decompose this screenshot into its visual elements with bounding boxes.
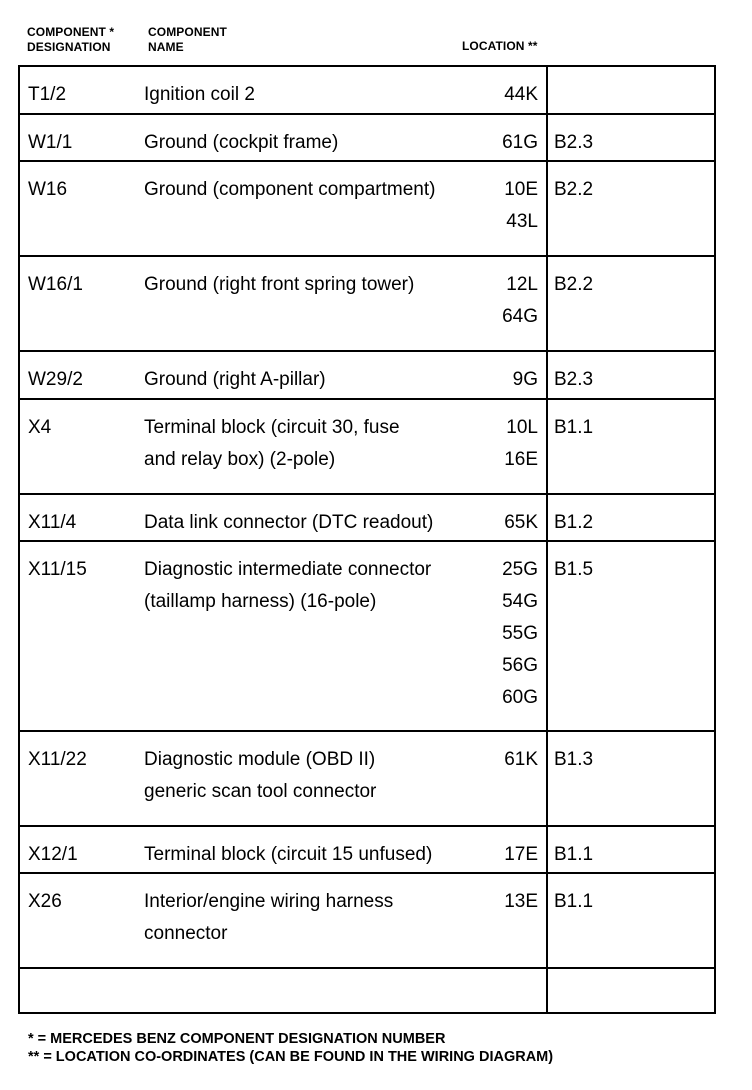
location-coordinates — [504, 412, 538, 476]
component-name-line: Ground (cockpit frame) — [144, 132, 339, 153]
component-name — [144, 744, 376, 808]
component-name — [144, 269, 414, 301]
component-designation: T1/2 — [28, 84, 67, 105]
column-header-name-line2: NAME — [148, 40, 184, 54]
location-coordinate: 56G — [502, 655, 538, 676]
diagram-grid-reference: B2.3 — [554, 369, 594, 390]
location-coordinate: 65K — [504, 512, 538, 533]
column-header-designation-line1: COMPONENT * — [27, 25, 115, 39]
table-row — [20, 542, 714, 732]
location-coordinate: 10E — [504, 179, 538, 200]
diagram-grid-reference: B2.2 — [554, 179, 594, 200]
component-name — [144, 79, 255, 111]
component-name — [144, 364, 326, 396]
table-row — [20, 969, 714, 1016]
column-header-designation — [27, 25, 114, 55]
component-designation: X11/4 — [28, 512, 77, 533]
location-coordinate: 55G — [502, 623, 538, 644]
location-coordinate: 17E — [504, 844, 538, 865]
location-coordinate: 43L — [506, 211, 538, 232]
diagram-grid-reference: B1.1 — [554, 891, 594, 912]
component-name — [144, 554, 431, 618]
component-name — [144, 412, 400, 476]
component-designation: W29/2 — [28, 369, 83, 390]
diagram-grid-reference: B1.3 — [554, 749, 594, 770]
location-coordinate: 9G — [512, 369, 538, 390]
component-name — [144, 839, 432, 871]
component-name-line: Diagnostic module (OBD II) — [144, 749, 376, 770]
component-name-line: and relay box) (2-pole) — [144, 449, 336, 470]
component-designation: X11/15 — [28, 559, 87, 580]
component-name-line: Ground (component compartment) — [144, 179, 436, 200]
component-table — [18, 65, 716, 1014]
component-designation: X26 — [28, 891, 62, 912]
column-header-name — [148, 25, 227, 55]
location-coordinate: 54G — [502, 591, 538, 612]
table-row — [20, 495, 714, 542]
component-name-line: Ground (right A-pillar) — [144, 369, 326, 390]
component-designation: W16/1 — [28, 274, 83, 295]
location-coordinates — [513, 364, 538, 396]
location-coordinate: 13E — [504, 891, 538, 912]
component-name-line: (taillamp harness) (16-pole) — [144, 591, 377, 612]
table-row — [20, 874, 714, 969]
component-designation: W1/1 — [28, 132, 73, 153]
location-coordinates — [504, 174, 538, 238]
location-coordinate: 44K — [504, 84, 538, 105]
component-designation: X11/22 — [28, 749, 87, 770]
diagram-grid-reference: B1.1 — [554, 417, 594, 438]
component-name-line: generic scan tool connector — [144, 781, 377, 802]
component-name-line: Interior/engine wiring harness — [144, 891, 394, 912]
column-header-name-line1: COMPONENT — [148, 25, 227, 39]
component-name-line: Ground (right front spring tower) — [144, 274, 415, 295]
location-coordinate: 16E — [504, 449, 538, 470]
component-name-line: connector — [144, 923, 228, 944]
location-coordinates — [504, 507, 538, 539]
component-name-line: Terminal block (circuit 30, fuse — [144, 417, 400, 438]
diagram-grid-reference: B2.3 — [554, 132, 594, 153]
table-row — [20, 352, 714, 400]
diagram-grid-reference: B1.5 — [554, 559, 594, 580]
component-designation: W16 — [28, 179, 68, 200]
location-coordinates — [504, 79, 538, 111]
component-designation: X4 — [28, 417, 52, 438]
location-coordinate: 60G — [502, 687, 538, 708]
component-name-line: Data link connector (DTC readout) — [144, 512, 434, 533]
component-name — [144, 507, 433, 539]
table-row — [20, 162, 714, 257]
location-coordinates — [504, 839, 538, 871]
table-row — [20, 115, 714, 162]
location-coordinates — [502, 127, 538, 159]
location-coordinate: 12L — [506, 274, 538, 295]
location-coordinates — [504, 886, 538, 918]
table-row — [20, 827, 714, 874]
table-row — [20, 257, 714, 352]
diagram-grid-reference: B2.2 — [554, 274, 594, 295]
column-header-designation-line2: DESIGNATION — [27, 40, 111, 54]
location-coordinate: 61K — [504, 749, 538, 770]
diagram-grid-reference: B1.2 — [554, 512, 594, 533]
location-coordinate: 10L — [506, 417, 538, 438]
diagram-grid-reference: B1.1 — [554, 844, 594, 865]
location-coordinate: 61G — [502, 132, 538, 153]
location-coordinate: 64G — [502, 306, 538, 327]
column-header-location: LOCATION ** — [462, 39, 538, 53]
component-name — [144, 174, 435, 206]
component-name-line: Diagnostic intermediate connector — [144, 559, 432, 580]
footnote-location: ** = LOCATION CO-ORDINATES (CAN BE FOUND IN THE WIRING DIAGRAM) — [28, 1049, 554, 1065]
location-coordinate: 25G — [502, 559, 538, 580]
table-row — [20, 67, 714, 115]
location-coordinates — [504, 744, 538, 776]
location-coordinates — [502, 269, 538, 333]
table-row — [20, 400, 714, 495]
footnote-designation: * = MERCEDES BENZ COMPONENT DESIGNATION NUMBER — [28, 1031, 446, 1047]
location-coordinates — [502, 554, 538, 714]
table-row — [20, 732, 714, 827]
component-name — [144, 127, 338, 159]
component-name-line: Terminal block (circuit 15 unfused) — [144, 844, 433, 865]
component-name-line: Ignition coil 2 — [144, 84, 255, 105]
component-name — [144, 886, 393, 950]
component-designation: X12/1 — [28, 844, 78, 865]
